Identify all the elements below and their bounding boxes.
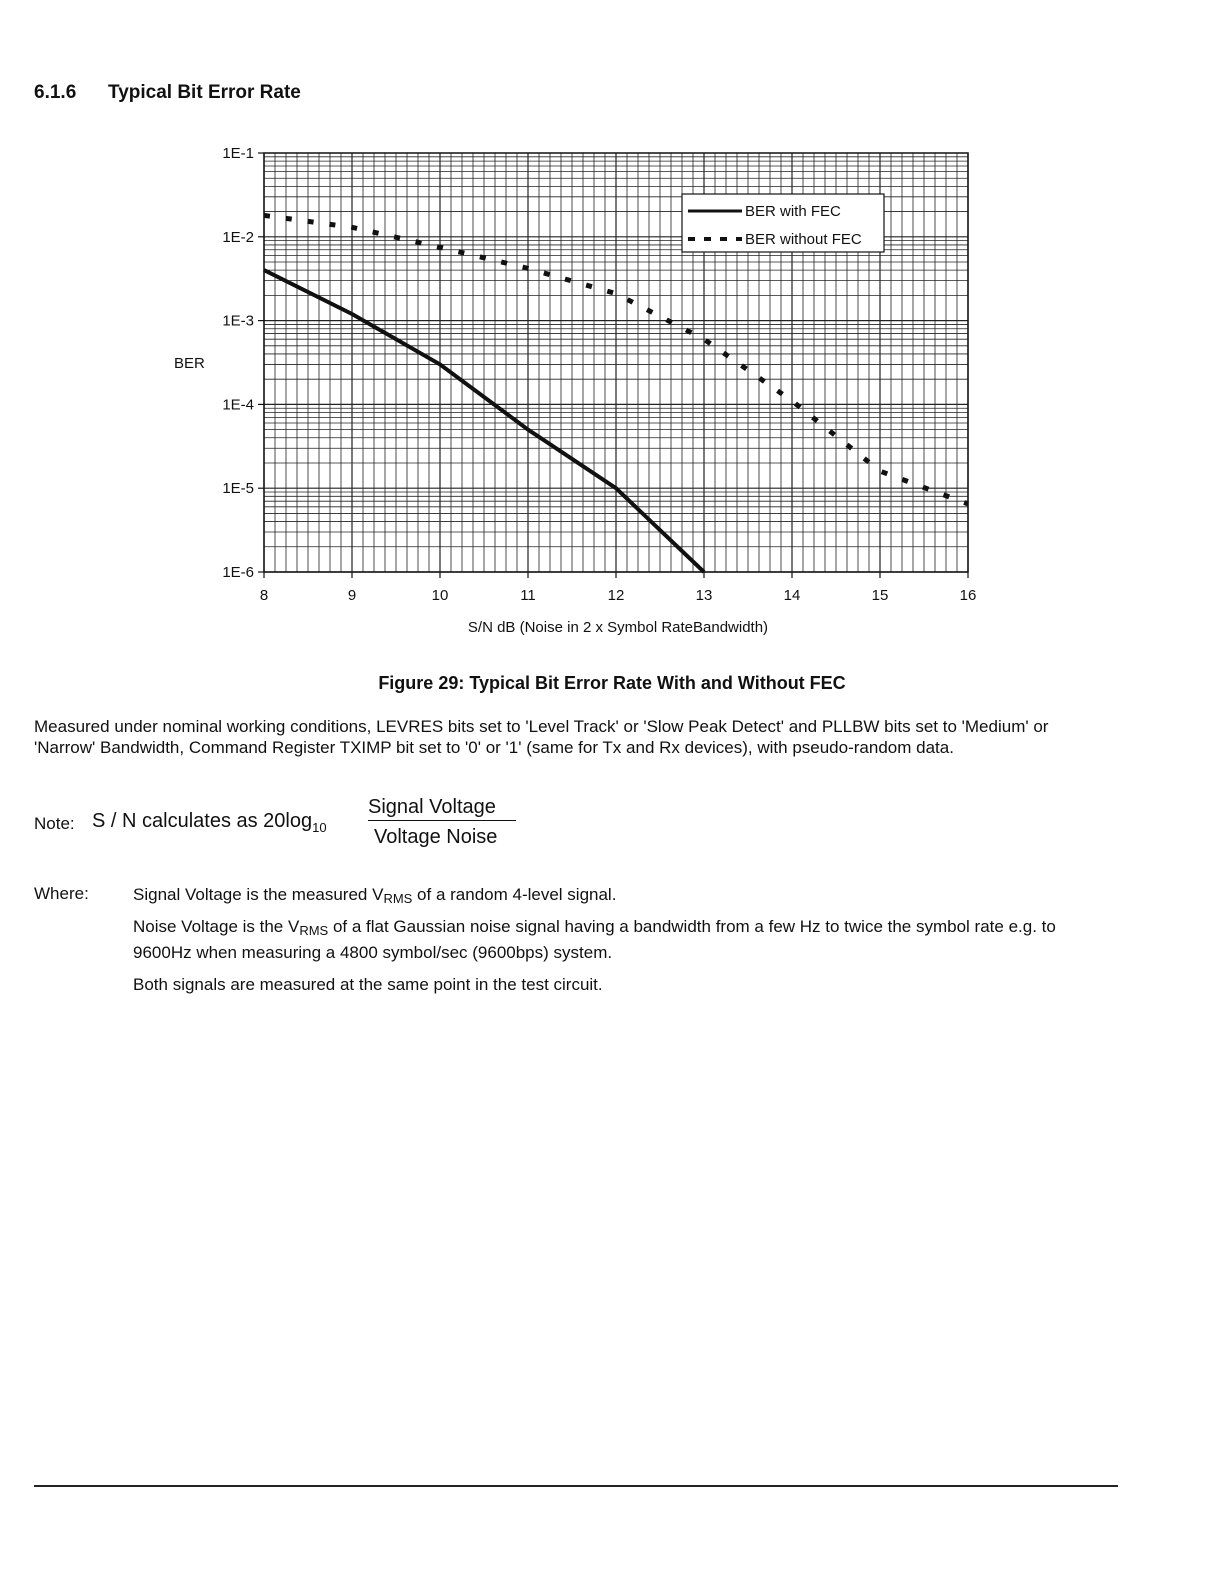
- legend-label-fec: BER with FEC: [745, 203, 841, 220]
- section-title: Typical Bit Error Rate: [108, 82, 301, 103]
- fraction-bar: [368, 820, 516, 821]
- note-label: Note:: [34, 814, 75, 833]
- y-axis-label: BER: [174, 355, 205, 372]
- fraction-numerator: Signal Voltage: [368, 796, 496, 818]
- where-line2-tail: of a flat Gaussian noise signal having a bandwidth from a few Hz to twice the symbol rate e.g. to 9600Hz when measuring a 4800 symbol/sec (9600bps) system.: [133, 917, 1056, 962]
- chart-legend: [682, 194, 884, 252]
- y-tick-label: 1E-1: [222, 145, 254, 162]
- where-line2-text: Noise Voltage is the V: [133, 917, 300, 936]
- where-line2-sub: RMS: [299, 923, 329, 938]
- fraction-denominator: Voltage Noise: [374, 826, 498, 848]
- x-tick-label: 13: [695, 587, 713, 604]
- y-tick-label: 1E-2: [222, 228, 254, 246]
- where-line1-text: Signal Voltage is the measured V: [133, 885, 384, 904]
- section-number: 6.1.6: [34, 82, 77, 103]
- formula-subscript: 10: [312, 820, 327, 835]
- x-tick-label: 9: [347, 587, 357, 604]
- measurement-conditions: Measured under nominal working conditions, LEVRES bits set to 'Level Track' or 'Slow Peak Detect' and PLLBW bits set to 'Medium' or 'Narrow' Bandwidth, Command Register TXIMP bit set to '0' or '1' (same for Tx and Rx devices), with pseudo-random data.: [34, 717, 1049, 757]
- x-axis-label: S/N dB (Noise in 2 x Symbol RateBandwidth): [467, 619, 769, 636]
- y-tick-label: 1E-3: [222, 312, 254, 330]
- ber-chart: [0, 0, 1224, 660]
- x-tick-label: 8: [259, 587, 269, 604]
- where-line1-sub: RMS: [383, 891, 413, 906]
- where-same-point: Both signals are measured at the same point in the test circuit.: [133, 975, 603, 994]
- legend-label-nofec: BER without FEC: [745, 231, 862, 248]
- x-tick-label: 10: [431, 587, 449, 604]
- x-tick-label: 16: [959, 587, 977, 604]
- y-tick-label: 1E-5: [222, 480, 254, 498]
- formula-text: S / N calculates as 20log: [92, 810, 313, 832]
- where-label: Where:: [34, 884, 89, 903]
- x-tick-label: 12: [607, 587, 625, 604]
- x-tick-label: 11: [520, 587, 536, 604]
- where-line1-tail: of a random 4-level signal.: [412, 885, 617, 904]
- x-tick-labels: [260, 572, 977, 604]
- x-tick-label: 14: [783, 587, 801, 604]
- x-tick-label: 15: [871, 587, 889, 604]
- where-noise-voltage: [133, 916, 1073, 964]
- footer-rule: [34, 1485, 1118, 1487]
- sn-formula: [92, 810, 327, 835]
- y-tick-label: 1E-4: [222, 396, 254, 414]
- y-tick-labels: [222, 145, 264, 581]
- where-signal-voltage: [133, 884, 1073, 910]
- y-tick-label: 1E-6: [222, 564, 254, 581]
- figure-caption: Figure 29: Typical Bit Error Rate With and Without FEC: [378, 673, 846, 693]
